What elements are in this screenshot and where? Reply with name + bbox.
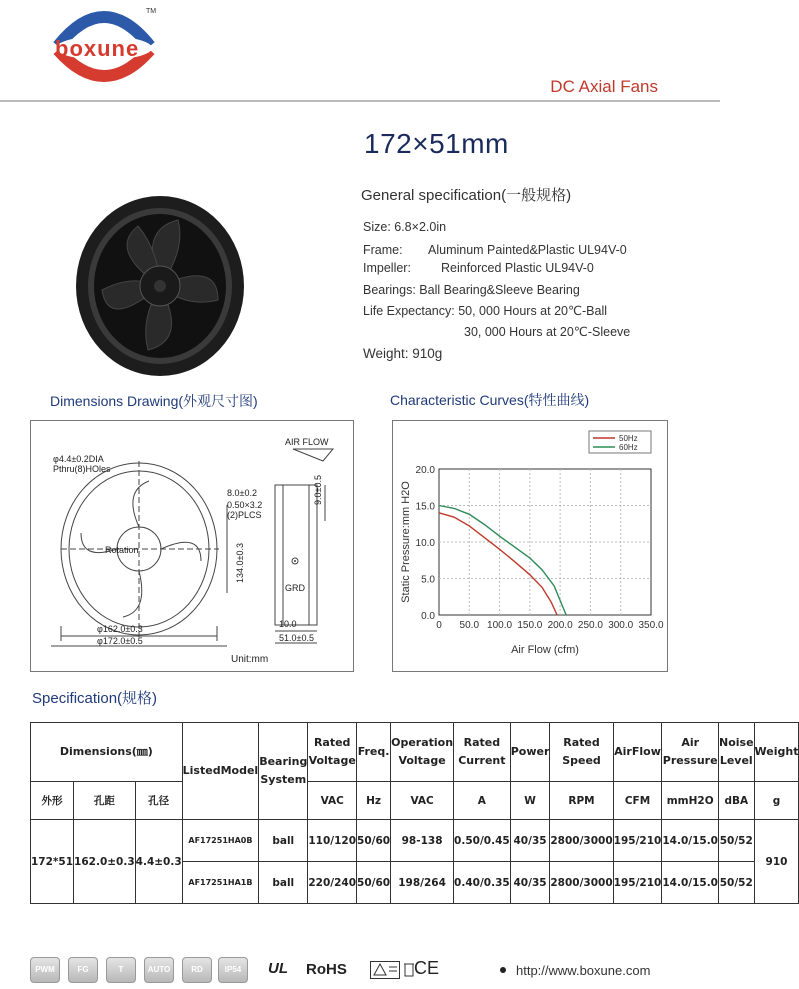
- y-tick-label: 10.0: [415, 538, 435, 549]
- table-row: [31, 820, 799, 862]
- cell-weight: 910: [754, 820, 799, 904]
- spec-frame-value: Aluminum Painted&Plastic UL94V-0: [428, 243, 627, 257]
- unit-pressure: mmH2O: [662, 782, 719, 820]
- curves-heading: Characteristic Curves(特性曲线): [390, 392, 590, 408]
- spec-weight: Weight: 910g: [363, 346, 443, 361]
- website-link[interactable]: http://www.boxune.com: [516, 963, 651, 978]
- cell-power: 40/35: [510, 862, 550, 904]
- spec-life-sleeve: 30, 000 Hours at 20℃-Sleeve: [464, 325, 631, 339]
- spec-impeller-label: Impeller:: [363, 261, 411, 275]
- rd-badge: RD: [182, 957, 212, 983]
- cell-op: 198/264: [391, 862, 454, 904]
- dim-10: 10.0: [279, 619, 297, 629]
- spec-life-ball: Life Expectancy: 50, 000 Hours at 20℃-Ball: [363, 304, 608, 318]
- auto-badge: AUTO: [144, 957, 174, 983]
- th-hole-pitch: 孔距: [74, 782, 136, 820]
- cell-voltage: 110/120: [308, 820, 357, 862]
- unit-op-voltage: VAC: [391, 782, 454, 820]
- specification-heading: Specification(规格): [32, 690, 158, 707]
- cell-speed: 2800/3000: [550, 820, 613, 862]
- x-tick-label: 350.0: [638, 620, 664, 631]
- th-listed-model: ListedModel: [182, 723, 259, 820]
- th-noise: Noise Level: [719, 723, 755, 782]
- th-dimensions: Dimensions(㎜): [31, 723, 183, 782]
- dimensions-drawing: [30, 420, 354, 672]
- page-title: DC Axial Fans: [550, 77, 658, 96]
- dim-050: 0.50×3.2: [227, 500, 263, 510]
- series-line-60Hz: [439, 506, 566, 616]
- unit-speed: RPM: [550, 782, 613, 820]
- cell-noise: 50/52: [719, 820, 755, 862]
- th-airflow: AirFlow: [613, 723, 662, 782]
- fan-photo: [68, 190, 248, 380]
- x-tick-label: 200.0: [547, 620, 573, 631]
- unit-freq: Hz: [357, 782, 391, 820]
- dim-172: φ172.0±0.5: [97, 636, 143, 646]
- cell-pitch: 162.0±0.3: [74, 820, 136, 904]
- rohs-mark: RoHS: [306, 961, 347, 978]
- th-shape: 外形: [31, 782, 74, 820]
- y-axis-label: Static Pressure:mm H2O: [400, 481, 412, 603]
- cell-shape: 172*51: [31, 820, 74, 904]
- logo-text: boxune: [55, 36, 140, 61]
- airflow-label: AIR FLOW: [285, 437, 329, 447]
- dim-162: φ162.0±0.3: [97, 624, 143, 634]
- x-tick-label: 300.0: [608, 620, 634, 631]
- unit-noise: dBA: [719, 782, 755, 820]
- th-bearing: Bearing System: [259, 723, 308, 820]
- header-divider: [0, 100, 720, 102]
- legend-entry: 50Hz: [619, 434, 638, 443]
- th-rated-voltage: Rated Voltage: [308, 723, 357, 782]
- cell-dia: 4.4±0.3: [135, 820, 182, 904]
- spec-impeller-value: Reinforced Plastic UL94V-0: [441, 261, 594, 275]
- cell-pressure: 14.0/15.0: [662, 862, 719, 904]
- pressure-airflow-chart: [393, 421, 667, 671]
- cell-voltage: 220/240: [308, 862, 357, 904]
- y-tick-label: 0.0: [421, 611, 435, 622]
- cell-op: 98-138: [391, 820, 454, 862]
- cell-model: AF17251HA0B: [182, 820, 259, 862]
- grd-label: GRD: [285, 583, 305, 593]
- cell-freq: 50/60: [357, 862, 391, 904]
- specification-table: [30, 722, 799, 904]
- dim-9: 9.0±0.5: [313, 475, 323, 505]
- cell-bearing: ball: [259, 862, 308, 904]
- x-tick-label: 0: [436, 620, 442, 631]
- legend-entry: 60Hz: [619, 443, 638, 452]
- x-tick-label: 100.0: [487, 620, 513, 631]
- y-tick-label: 15.0: [415, 501, 435, 513]
- th-op-voltage: Operation Voltage: [391, 723, 454, 782]
- pwm-badge: PWM: [30, 957, 60, 983]
- spec-bearings: Bearings: Ball Bearing&Sleeve Bearing: [363, 283, 580, 297]
- th-rated-speed: Rated Speed: [550, 723, 613, 782]
- y-tick-label: 20.0: [415, 465, 435, 476]
- th-weight: Weight: [754, 723, 799, 782]
- x-tick-label: 50.0: [459, 620, 480, 631]
- dim-8: 8.0±0.2: [227, 488, 257, 498]
- cell-noise: 50/52: [719, 862, 755, 904]
- general-spec-heading: General specification(一般规格): [361, 187, 572, 204]
- cell-airflow: 195/210: [613, 862, 662, 904]
- th-hole-dia: 孔径: [135, 782, 182, 820]
- unit-weight: g: [754, 782, 799, 820]
- dim-plcs: (2)PLCS: [227, 510, 262, 520]
- trademark: TM: [146, 8, 157, 15]
- cell-pressure: 14.0/15.0: [662, 820, 719, 862]
- rotation-label: Rotation: [105, 545, 139, 555]
- ce-mark: CE: [414, 958, 440, 978]
- ip54-badge: IP54: [218, 957, 248, 983]
- y-tick-label: 5.0: [421, 574, 435, 586]
- model-size: 172×51mm: [364, 128, 509, 159]
- x-tick-label: 150.0: [517, 620, 543, 631]
- series-line-50Hz: [439, 513, 557, 615]
- fg-badge: FG: [68, 957, 98, 983]
- unit-airflow: CFM: [613, 782, 662, 820]
- unit-current: A: [454, 782, 511, 820]
- th-air-pressure: Air Pressure: [662, 723, 719, 782]
- cell-freq: 50/60: [357, 820, 391, 862]
- x-axis-label: Air Flow (cfm): [511, 644, 579, 656]
- curves-panel: [392, 420, 668, 672]
- th-power: Power: [510, 723, 550, 782]
- cell-model: AF17251HA1B: [182, 862, 259, 904]
- cell-current: 0.40/0.35: [454, 862, 511, 904]
- spec-frame-label: Frame:: [363, 243, 403, 257]
- unit-rated-voltage: VAC: [308, 782, 357, 820]
- bullet-icon: [500, 967, 506, 973]
- ul-mark: UL: [268, 960, 288, 977]
- spec-size: Size: 6.8×2.0in: [363, 220, 447, 234]
- dim-134: 134.0±0.3: [235, 543, 245, 583]
- dimensions-heading: Dimensions Drawing(外观尺寸图): [50, 393, 258, 409]
- dim-51: 51.0±0.5: [279, 633, 314, 643]
- th-rated-current: Rated Current: [454, 723, 511, 782]
- cell-speed: 2800/3000: [550, 862, 613, 904]
- cell-airflow: 195/210: [613, 820, 662, 862]
- warning-label-icon: [370, 961, 400, 979]
- cell-power: 40/35: [510, 820, 550, 862]
- hole-note-1: φ4.4±0.2DIA: [53, 454, 104, 464]
- unit-label: Unit:mm: [231, 654, 269, 665]
- cell-bearing: ball: [259, 820, 308, 862]
- recycle-bin-icon: [404, 961, 414, 979]
- thermal-badge: T: [106, 957, 136, 983]
- x-tick-label: 250.0: [577, 620, 603, 631]
- unit-power: W: [510, 782, 550, 820]
- cell-current: 0.50/0.45: [454, 820, 511, 862]
- th-freq: Freq.: [357, 723, 391, 782]
- hole-note-2: Pthru(8)HOles: [53, 464, 111, 474]
